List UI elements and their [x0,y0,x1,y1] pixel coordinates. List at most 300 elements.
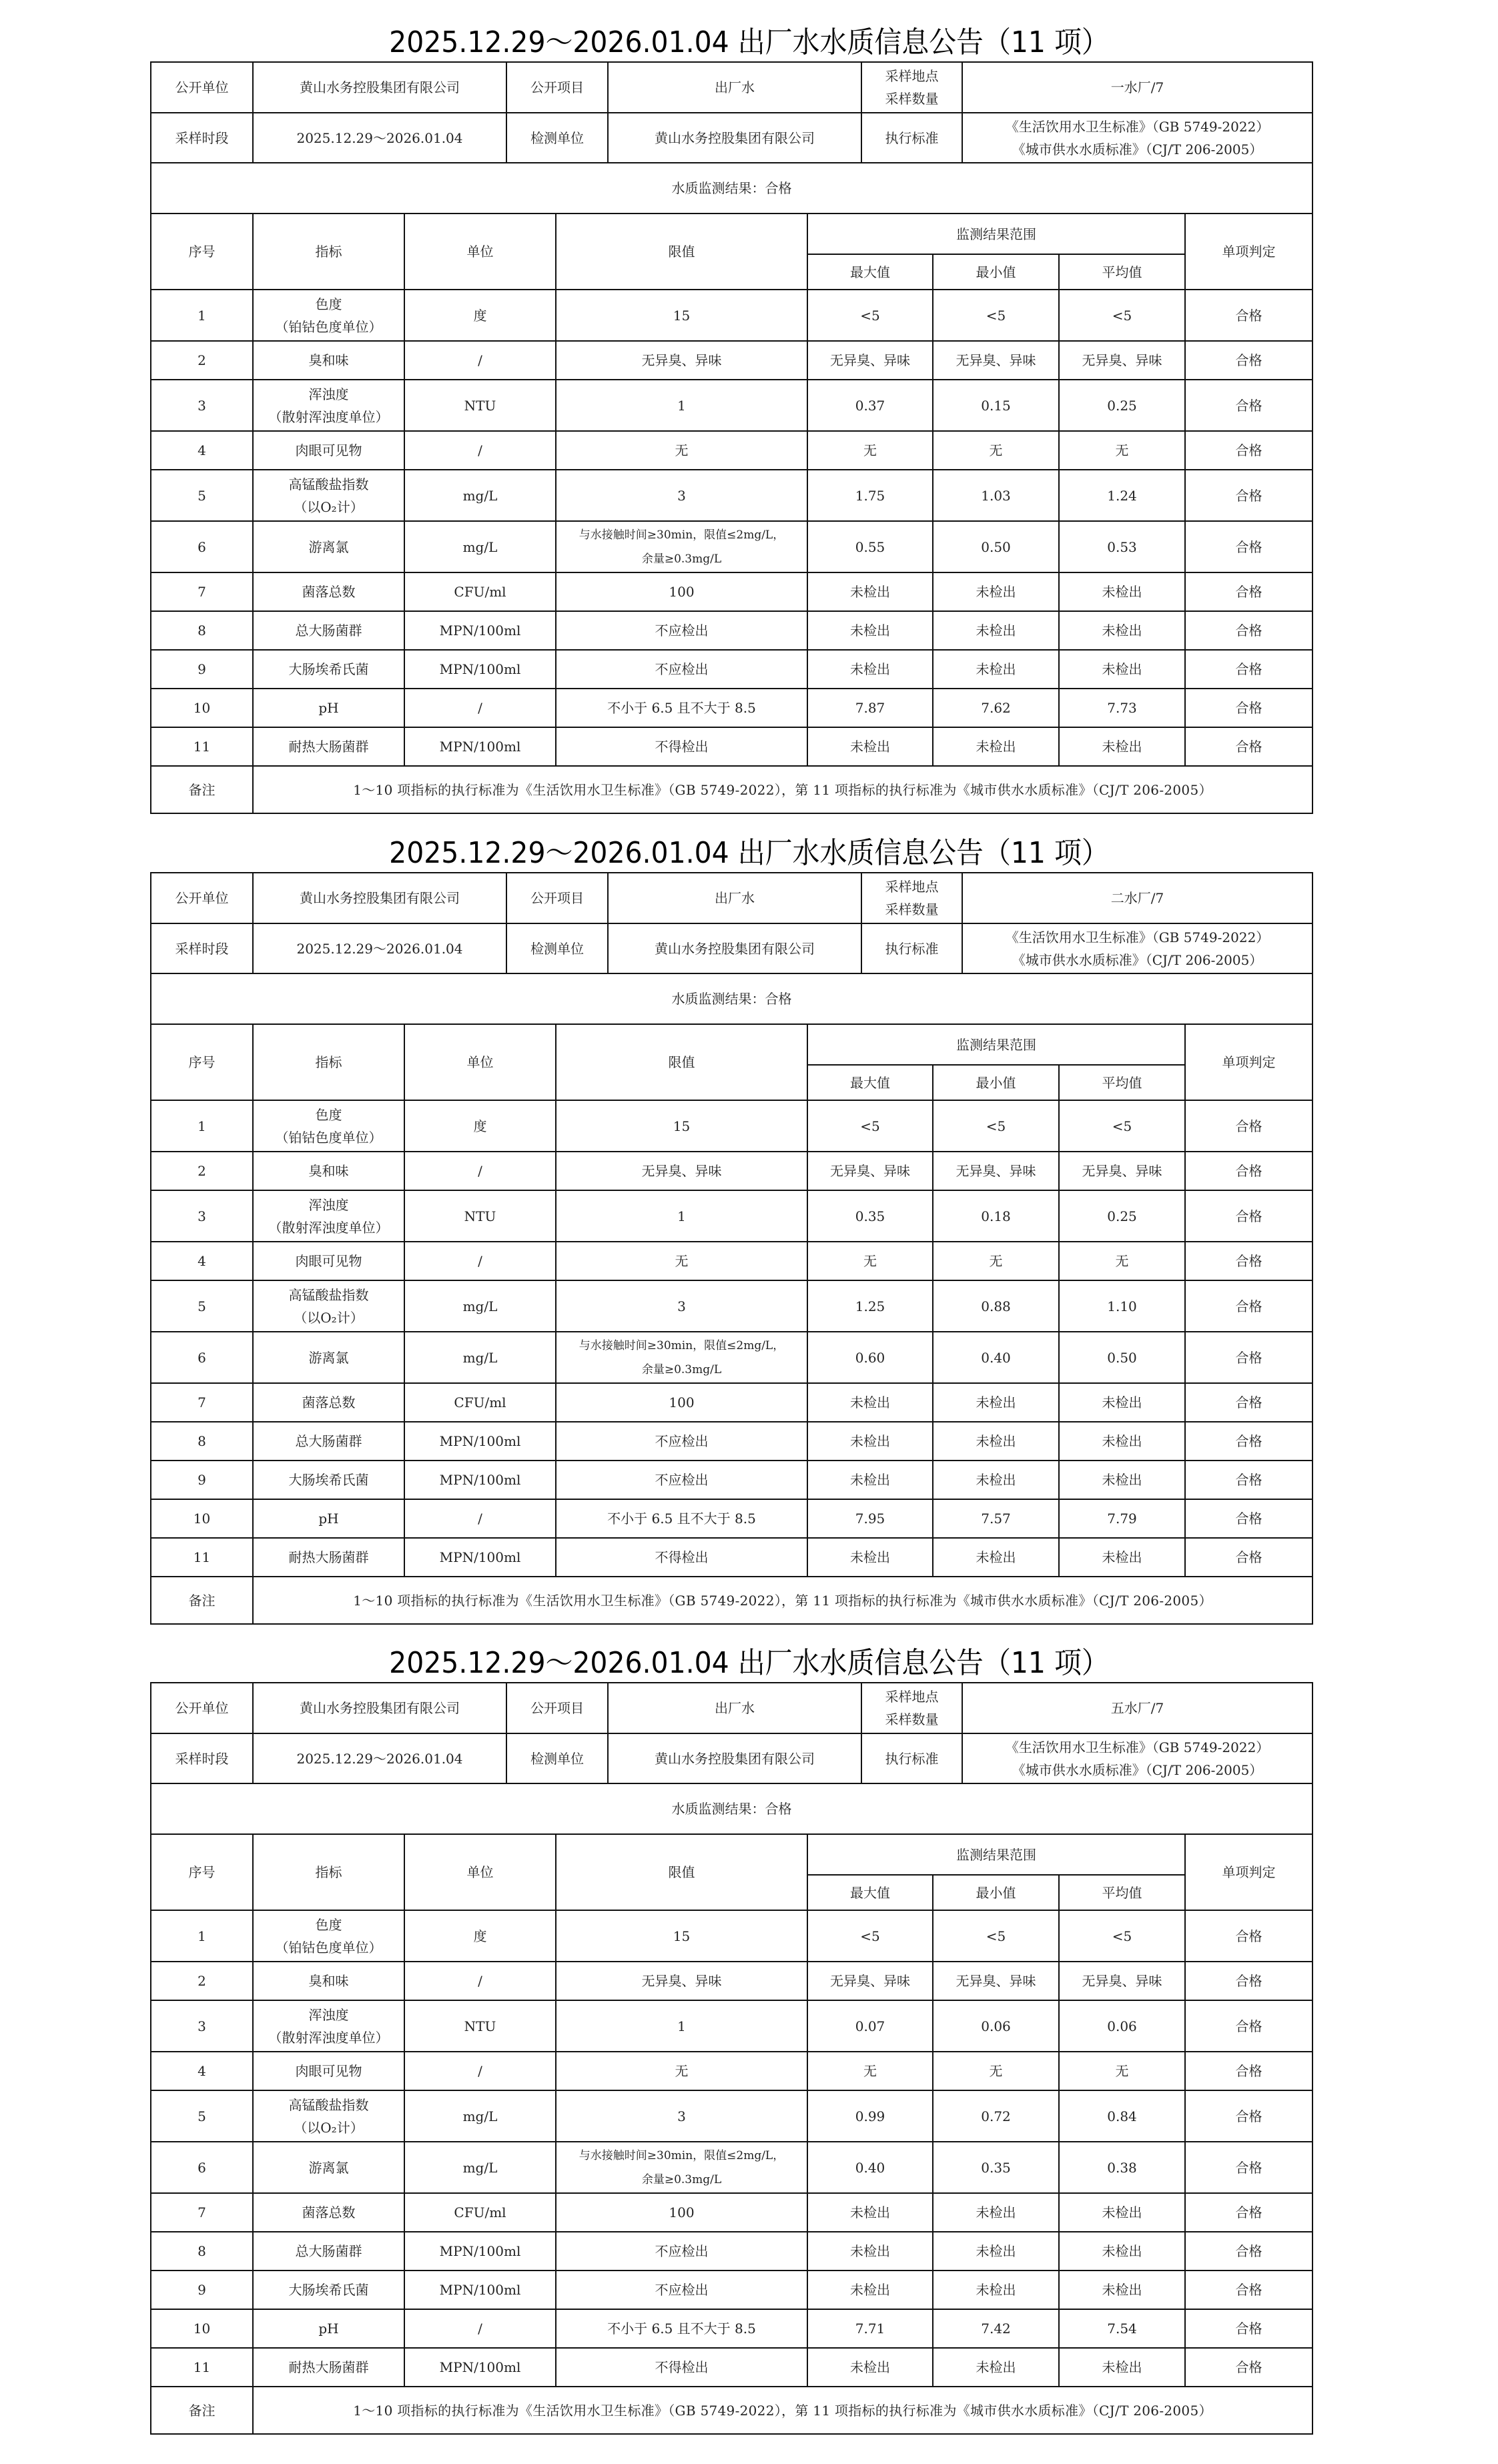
site-label-line1: 采样地点 [885,1689,939,1705]
cell-indicator [253,1538,404,1577]
item-label: 公开项目 [506,62,608,113]
cell-max: 未检出 [807,1461,933,1499]
cell-min: 无 [933,2052,1059,2090]
cell-max: 未检出 [807,1383,933,1422]
indicator-name: 浑浊度 [308,1196,349,1213]
indicator-name: 色度 [315,1106,342,1123]
cell-seq: 11 [151,1538,253,1577]
cell-min: 1.03 [933,470,1059,521]
remark-label: 备注 [151,766,253,813]
cell-indicator [253,2309,404,2348]
cell-unit: / [404,1962,556,2000]
cell-indicator [253,1332,404,1383]
cell-indicator [253,1383,404,1422]
indicator-name: 游离氯 [308,538,349,555]
cell-avg: 无 [1059,431,1185,470]
lab-label: 检测单位 [506,113,608,163]
cell-max: 无异臭、异味 [807,1962,933,2000]
cell-min: 未检出 [933,1383,1059,1422]
indicator-unit-note: （散射浑浊度单位） [268,2029,389,2046]
cell-limit: 3 [556,1280,807,1332]
cell-limit: 1 [556,2000,807,2052]
lab-label: 检测单位 [506,923,608,973]
cell-limit: 无异臭、异味 [556,1152,807,1190]
item-label: 公开项目 [506,873,608,923]
remark-row [151,2387,1313,2434]
cell-seq: 8 [151,2232,253,2271]
cell-avg: 未检出 [1059,727,1185,766]
cell-avg: <5 [1059,1910,1185,1962]
item-value: 出厂水 [608,1683,861,1733]
cell-indicator [253,1499,404,1538]
cell-limit: 不小于 6.5 且不大于 8.5 [556,1499,807,1538]
standard-line1: 《生活饮用水卫生标准》（GB 5749-2022） [1005,118,1270,135]
cell-verdict: 合格 [1185,521,1313,572]
cell-min: 0.72 [933,2090,1059,2142]
table-row [151,1461,1313,1499]
header-limit: 限值 [556,1024,807,1100]
cell-verdict: 合格 [1185,572,1313,611]
table-row [151,572,1313,611]
standard-label: 执行标准 [861,1733,962,1783]
cell-indicator [253,2271,404,2309]
cell-max: 无异臭、异味 [807,341,933,380]
cell-indicator [253,380,404,431]
cell-verdict: 合格 [1185,1422,1313,1461]
table-row [151,1190,1313,1242]
cell-unit: MPN/100ml [404,2232,556,2271]
table-row [151,290,1313,341]
cell-min: 未检出 [933,572,1059,611]
cell-indicator [253,1962,404,2000]
header-verdict: 单项判定 [1185,1834,1313,1910]
cell-min: 无 [933,431,1059,470]
indicator-name: 游离氯 [308,1349,349,1366]
limit-line1: 与水接触时间≥30min，限值≤2mg/L， [579,1338,785,1352]
cell-indicator [253,341,404,380]
cell-verdict: 合格 [1185,1461,1313,1499]
cell-verdict: 合格 [1185,1962,1313,2000]
cell-unit: / [404,1242,556,1280]
standard-line1: 《生活饮用水卫生标准》（GB 5749-2022） [1005,929,1270,945]
cell-max: 7.87 [807,689,933,727]
publisher-value: 黄山水务控股集团有限公司 [253,1683,506,1733]
indicator-unit-note: （散射浑浊度单位） [268,408,389,425]
cell-unit: MPN/100ml [404,1461,556,1499]
cell-unit: / [404,1499,556,1538]
cell-max: 0.40 [807,2142,933,2193]
indicator-name: 大肠埃希氏菌 [288,1472,369,1488]
cell-indicator [253,2232,404,2271]
cell-avg: 未检出 [1059,1538,1185,1577]
cell-verdict: 合格 [1185,2090,1313,2142]
publisher-label: 公开单位 [151,62,253,113]
header-min: 最小值 [933,1065,1059,1100]
cell-max: 未检出 [807,2193,933,2232]
site-label-line1: 采样地点 [885,68,939,84]
site-label [861,873,962,923]
site-label-line2: 采样数量 [885,901,939,917]
cell-seq: 1 [151,290,253,341]
table-row [151,521,1313,572]
cell-limit: 不应检出 [556,2232,807,2271]
cell-min: 未检出 [933,2348,1059,2387]
cell-avg: 0.84 [1059,2090,1185,2142]
header-indicator: 指标 [253,1024,404,1100]
table-row [151,689,1313,727]
cell-limit: 不得检出 [556,1538,807,1577]
indicator-unit-note: （以O₂计） [294,498,364,515]
header-min: 最小值 [933,254,1059,290]
cell-verdict: 合格 [1185,2232,1313,2271]
indicator-name: 浑浊度 [308,386,349,402]
cell-min: 未检出 [933,611,1059,650]
cell-indicator [253,1280,404,1332]
cell-min: 未检出 [933,2271,1059,2309]
cell-verdict: 合格 [1185,2193,1313,2232]
cell-seq: 8 [151,1422,253,1461]
cell-min: <5 [933,1100,1059,1152]
cell-max: 无 [807,2052,933,2090]
indicator-name: 耐热大肠菌群 [288,1549,369,1565]
header-unit: 单位 [404,1024,556,1100]
cell-min: 0.06 [933,2000,1059,2052]
cell-indicator [253,2090,404,2142]
cell-max: 未检出 [807,2348,933,2387]
header-verdict: 单项判定 [1185,214,1313,290]
cell-seq: 9 [151,1461,253,1499]
site-label [861,62,962,113]
cell-max: 0.37 [807,380,933,431]
cell-unit: mg/L [404,1280,556,1332]
cell-indicator [253,1422,404,1461]
table-row [151,1962,1313,2000]
cell-min: 7.42 [933,2309,1059,2348]
table-row [151,1422,1313,1461]
indicator-name: 臭和味 [308,352,349,368]
cell-seq: 7 [151,2193,253,2232]
cell-unit: NTU [404,2000,556,2052]
header-min: 最小值 [933,1875,1059,1910]
indicator-name: 臭和味 [308,1163,349,1179]
cell-seq: 10 [151,1499,253,1538]
cell-verdict: 合格 [1185,470,1313,521]
header-max: 最大值 [807,254,933,290]
indicator-name: 菌落总数 [302,2204,356,2220]
cell-limit: 不小于 6.5 且不大于 8.5 [556,2309,807,2348]
indicator-name: 大肠埃希氏菌 [288,2282,369,2298]
lab-label: 检测单位 [506,1733,608,1783]
cell-avg: 未检出 [1059,2348,1185,2387]
cell-min: 未检出 [933,1538,1059,1577]
cell-unit: / [404,2309,556,2348]
overall-result: 水质监测结果：合格 [151,163,1313,214]
cell-indicator [253,431,404,470]
cell-min: 无异臭、异味 [933,341,1059,380]
cell-seq: 3 [151,2000,253,2052]
site-label-line2: 采样数量 [885,1711,939,1727]
cell-limit: 不应检出 [556,611,807,650]
lab-value: 黄山水务控股集团有限公司 [608,113,861,163]
report-title: 2025.12.29～2026.01.04 出厂水水质信息公告（11 项） [389,836,1109,870]
cell-min: 0.18 [933,1190,1059,1242]
indicator-unit-note: （散射浑浊度单位） [268,1219,389,1236]
cell-unit: 度 [404,1100,556,1152]
cell-verdict: 合格 [1185,650,1313,689]
cell-indicator [253,1100,404,1152]
table-row [151,1332,1313,1383]
cell-max: 未检出 [807,572,933,611]
item-value: 出厂水 [608,873,861,923]
cell-unit: CFU/ml [404,1383,556,1422]
cell-unit: MPN/100ml [404,650,556,689]
cell-max: 未检出 [807,727,933,766]
cell-indicator [253,2348,404,2387]
cell-min: 7.62 [933,689,1059,727]
cell-indicator [253,650,404,689]
limit-line2: 余量≥0.3mg/L [641,1362,722,1376]
cell-verdict: 合格 [1185,727,1313,766]
indicator-name: 高锰酸盐指数 [288,2096,369,2113]
cell-verdict: 合格 [1185,431,1313,470]
table-row [151,2271,1313,2309]
cell-seq: 10 [151,2309,253,2348]
cell-indicator [253,1152,404,1190]
cell-unit: 度 [404,1910,556,1962]
header-range: 监测结果范围 [807,1024,1185,1065]
cell-max: 无异臭、异味 [807,1152,933,1190]
header-max: 最大值 [807,1875,933,1910]
cell-unit: MPN/100ml [404,1422,556,1461]
table-row [151,1100,1313,1152]
indicator-unit-note: （铂钴色度单位） [275,318,382,335]
cell-verdict: 合格 [1185,611,1313,650]
remark-row [151,1577,1313,1624]
cell-avg: 未检出 [1059,650,1185,689]
cell-seq: 9 [151,2271,253,2309]
cell-unit: / [404,431,556,470]
cell-avg: 0.53 [1059,521,1185,572]
cell-max: 0.60 [807,1332,933,1383]
cell-unit: CFU/ml [404,572,556,611]
cell-indicator [253,1910,404,1962]
header-seq: 序号 [151,214,253,290]
cell-max: 0.07 [807,2000,933,2052]
item-label: 公开项目 [506,1683,608,1733]
remark-label: 备注 [151,2387,253,2434]
cell-verdict: 合格 [1185,1910,1313,1962]
cell-indicator [253,2000,404,2052]
cell-unit: 度 [404,290,556,341]
cell-min: 未检出 [933,2193,1059,2232]
cell-avg: 1.10 [1059,1280,1185,1332]
indicator-unit-note: （铂钴色度单位） [275,1129,382,1146]
cell-limit: 100 [556,1383,807,1422]
cell-verdict: 合格 [1185,1538,1313,1577]
standard-label: 执行标准 [861,113,962,163]
cell-indicator [253,2142,404,2193]
cell-min: 0.88 [933,1280,1059,1332]
cell-min: 0.35 [933,2142,1059,2193]
table-row [151,2193,1313,2232]
cell-indicator [253,521,404,572]
limit-line2: 余量≥0.3mg/L [641,552,722,566]
cell-limit: 无 [556,1242,807,1280]
cell-min: 无异臭、异味 [933,1962,1059,2000]
cell-indicator [253,1242,404,1280]
site-value: 二水厂/7 [962,873,1313,923]
cell-unit: mg/L [404,2142,556,2193]
cell-limit: 无 [556,431,807,470]
cell-avg: 0.25 [1059,380,1185,431]
standard-value [962,923,1313,973]
cell-limit: 不应检出 [556,1461,807,1499]
table-row [151,1538,1313,1577]
cell-indicator [253,470,404,521]
cell-limit [556,2142,807,2193]
cell-max: 未检出 [807,1422,933,1461]
table-row [151,1280,1313,1332]
header-avg: 平均值 [1059,1065,1185,1100]
cell-verdict: 合格 [1185,2271,1313,2309]
item-value: 出厂水 [608,62,861,113]
table-row [151,650,1313,689]
cell-indicator [253,611,404,650]
limit-line1: 与水接触时间≥30min，限值≤2mg/L， [579,2148,785,2162]
table-row [151,611,1313,650]
cell-verdict: 合格 [1185,1280,1313,1332]
cell-avg: 1.24 [1059,470,1185,521]
cell-verdict: 合格 [1185,290,1313,341]
cell-seq: 11 [151,727,253,766]
header-seq: 序号 [151,1834,253,1910]
cell-seq: 5 [151,470,253,521]
cell-limit: 无异臭、异味 [556,341,807,380]
cell-verdict: 合格 [1185,1242,1313,1280]
site-value: 一水厂/7 [962,62,1313,113]
cell-unit: / [404,2052,556,2090]
header-avg: 平均值 [1059,1875,1185,1910]
cell-limit: 15 [556,1910,807,1962]
cell-seq: 4 [151,1242,253,1280]
table-row [151,1499,1313,1538]
cell-indicator [253,290,404,341]
cell-unit: mg/L [404,1332,556,1383]
cell-limit: 100 [556,572,807,611]
remark-text: 1～10 项指标的执行标准为《生活饮用水卫生标准》（GB 5749-2022），第 11 项指标的执行标准为《城市供水水质标准》（CJ/T 206-2005） [253,766,1313,813]
cell-unit: mg/L [404,521,556,572]
cell-limit [556,1332,807,1383]
site-label-line1: 采样地点 [885,879,939,895]
cell-seq: 2 [151,1152,253,1190]
cell-limit: 无异臭、异味 [556,1962,807,2000]
cell-min: <5 [933,1910,1059,1962]
header-limit: 限值 [556,1834,807,1910]
cell-verdict: 合格 [1185,1152,1313,1190]
cell-avg: 未检出 [1059,1422,1185,1461]
table-row [151,470,1313,521]
remark-row [151,766,1313,813]
publisher-value: 黄山水务控股集团有限公司 [253,62,506,113]
cell-indicator [253,689,404,727]
cell-seq: 6 [151,521,253,572]
cell-avg: 未检出 [1059,1383,1185,1422]
cell-verdict: 合格 [1185,2142,1313,2193]
cell-min: 0.40 [933,1332,1059,1383]
standard-value [962,113,1313,163]
cell-avg: 0.38 [1059,2142,1185,2193]
header-unit: 单位 [404,214,556,290]
cell-avg: 7.79 [1059,1499,1185,1538]
publisher-value: 黄山水务控股集团有限公司 [253,873,506,923]
indicator-unit-note: （以O₂计） [294,1309,364,1326]
period-label: 采样时段 [151,923,253,973]
cell-avg: 7.54 [1059,2309,1185,2348]
cell-limit: 1 [556,380,807,431]
table-row [151,1242,1313,1280]
indicator-name: pH [318,700,339,716]
table-row [151,1910,1313,1962]
cell-limit: 100 [556,2193,807,2232]
cell-unit: NTU [404,380,556,431]
table-row [151,1152,1313,1190]
header-indicator: 指标 [253,214,404,290]
cell-min: 未检出 [933,1461,1059,1499]
cell-seq: 4 [151,431,253,470]
header-limit: 限值 [556,214,807,290]
cell-seq: 8 [151,611,253,650]
cell-max: <5 [807,290,933,341]
cell-unit: NTU [404,1190,556,1242]
table-row [151,2052,1313,2090]
cell-avg: <5 [1059,1100,1185,1152]
cell-limit: 不应检出 [556,650,807,689]
cell-max: <5 [807,1100,933,1152]
standard-line2: 《城市供水水质标准》（CJ/T 206-2005） [1012,1761,1263,1778]
cell-limit: 15 [556,290,807,341]
cell-max: 1.25 [807,1280,933,1332]
cell-unit: mg/L [404,470,556,521]
results-table [150,1023,1313,1625]
indicator-name: 浑浊度 [308,2006,349,2023]
header-range: 监测结果范围 [807,214,1185,254]
header-indicator: 指标 [253,1834,404,1910]
period-label: 采样时段 [151,113,253,163]
table-row [151,2232,1313,2271]
standard-line2: 《城市供水水质标准》（CJ/T 206-2005） [1012,951,1263,968]
cell-seq: 6 [151,2142,253,2193]
table-row [151,2000,1313,2052]
cell-avg: 无 [1059,1242,1185,1280]
indicator-name: 游离氯 [308,2159,349,2176]
indicator-name: 臭和味 [308,1973,349,1989]
cell-verdict: 合格 [1185,341,1313,380]
table-row [151,341,1313,380]
cell-min: 7.57 [933,1499,1059,1538]
remark-text: 1～10 项指标的执行标准为《生活饮用水卫生标准》（GB 5749-2022），第 11 项指标的执行标准为《城市供水水质标准》（CJ/T 206-2005） [253,2387,1313,2434]
cell-unit: mg/L [404,2090,556,2142]
cell-avg: 0.25 [1059,1190,1185,1242]
cell-avg: 无异臭、异味 [1059,1962,1185,2000]
cell-avg: 未检出 [1059,2271,1185,2309]
standard-label: 执行标准 [861,923,962,973]
results-table [150,1833,1313,2435]
cell-min: <5 [933,290,1059,341]
report-title: 2025.12.29～2026.01.04 出厂水水质信息公告（11 项） [389,1646,1109,1680]
cell-seq: 2 [151,341,253,380]
cell-verdict: 合格 [1185,1332,1313,1383]
cell-unit: MPN/100ml [404,1538,556,1577]
